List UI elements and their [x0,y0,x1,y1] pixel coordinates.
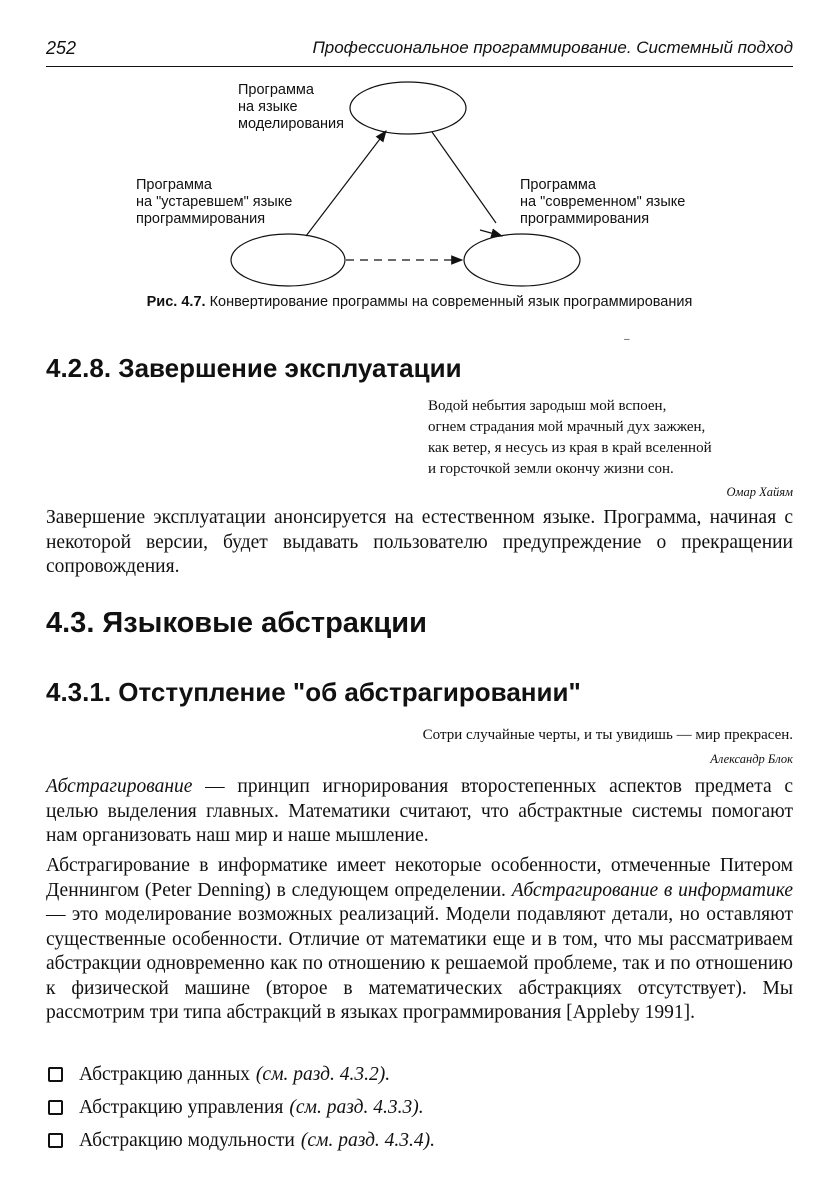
checkbox-bullet-icon [48,1100,63,1115]
line-model-to-modern [432,132,496,223]
section-reference: (см. разд. 4.3.4). [300,1129,436,1151]
page-number: 252 [46,38,77,58]
list-item-text: Абстракцию модульности [79,1129,295,1151]
list-item [46,1124,793,1157]
paragraph-abstraction-definition [46,775,793,849]
figure-4-7 [0,70,839,330]
list-item [46,1091,793,1124]
paragraph-end-of-life: Завершение эксплуатации анонсируется на естественном языке. Программа, начиная с некоторой версии, будет выдавать пользователю предупреждение о прекращении сопровождения. [46,507,793,577]
list-item-text: Абстракцию управления [79,1096,284,1118]
legacy-program-label: Программа на "устаревшем" языке программирования [136,177,293,227]
model-program-ellipse [350,82,466,134]
epigraph-line: огнем страдания мой мрачный дух зажжен, [428,419,706,435]
arrow-into-modern [480,230,502,236]
abstraction-types-list [46,1058,793,1157]
paragraph-abstraction-informatics [46,854,793,1026]
epigraph-blok [300,724,793,770]
paragraph-text: Абстрагирование в информатике имеет некоторые особенности, отмеченные Питером Деннингом (Peter Denning) в следующем определении. [46,855,793,901]
checkbox-bullet-icon [48,1133,63,1148]
conversion-diagram [0,70,839,315]
epigraph-line: как ветер, я несусь из края в край вселенной [428,440,712,456]
list-item-text: Абстракцию данных [79,1063,250,1085]
epigraph-author: Александр Блок [710,752,793,766]
running-header [46,38,793,67]
term-abstraction: Абстрагирование [46,776,193,797]
paragraph-text: — это моделирование возможных реализаций. Модели подавляют детали, но оставляют существенные особенности. Отличие от математики еще и в том, что мы рассматриваем абстракции одновременно как по отношению к решаемой проблеме, так и по отношению к физической машине (второе в математических абстракциях отсутствует). Мы рассмотрим три типа абстракций в языках программирования [Appleby 1991]. [46,904,793,1023]
list-item [46,1058,793,1091]
checkbox-bullet-icon [48,1067,63,1082]
term-abstraction-informatics: Абстрагирование в информатике [511,879,793,901]
modern-program-label: Программа на "современном" языке программирования [520,177,686,227]
section-heading-4-2-8: 4.2.8. Завершение эксплуатации [46,353,462,383]
epigraph-khayyam [428,396,793,503]
epigraph-line: Водой небытия зародыш мой вспоен, [428,398,667,414]
section-reference: (см. разд. 4.3.3). [289,1096,424,1118]
caption-number: Рис. 4.7. [146,294,206,310]
paragraph-text: — принцип игнорирования второстепенных аспектов предмета с целью выделения главных. Математики считают, что абстрактные системы помогают нам организовать наш мир и наше мышление. [46,776,793,846]
caption-text: Конвертирование программы на современный язык программирования [209,294,693,310]
epigraph-line: Сотри случайные черты, и ты увидишь — мир прекрасен. [422,727,793,743]
section-heading-4-3: 4.3. Языковые абстракции [46,607,427,639]
legacy-program-ellipse [231,234,345,286]
section-reference: (см. разд. 4.3.2). [255,1063,391,1085]
model-program-label: Программа на языке моделирования [238,82,345,132]
running-title: Профессиональное программирование. Системный подход [312,38,793,57]
arrow-legacy-to-model [306,131,386,236]
modern-program-ellipse [464,234,580,286]
epigraph-line: и горсточкой земли окончу жизни сон. [428,461,674,477]
scan-mark: – [624,334,630,345]
section-heading-4-3-1: 4.3.1. Отступление "об абстрагировании" [46,677,581,707]
epigraph-author: Омар Хайям [726,485,793,499]
figure-caption [0,294,839,310]
